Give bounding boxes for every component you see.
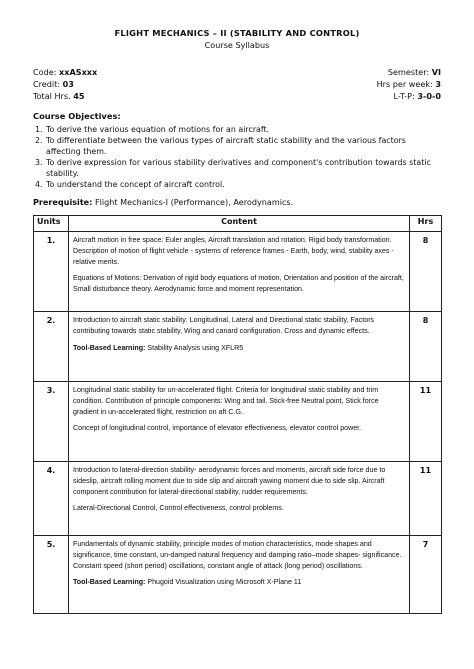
- objective-item: 1. To derive the various equation of motions for an aircraft.: [35, 125, 270, 134]
- objective-item: 4. To understand the concept of aircraft control.: [35, 180, 225, 189]
- ltp-value: 3-0-0: [417, 91, 441, 101]
- table-row: [34, 232, 442, 312]
- prerequisite-text: Flight Mechanics-I (Performance), Aerodynamics.: [95, 197, 294, 207]
- unit-hours: 8: [410, 232, 442, 312]
- unit-number: 4.: [34, 462, 69, 536]
- semester-value: VI: [431, 67, 441, 77]
- table-row: [34, 536, 442, 614]
- unit-number: 1.: [34, 232, 69, 312]
- unit-content: Introduction to lateral-direction stability- aerodynamic forces and moments, aircraft side force due to sideslip, aircraft rolling moment due to side slip and aircraft yawing moment due to side slip. Aircraft component contribution for lateral-directional stability, rudder requirements. Lateral-Directional Control, Control effectiveness, control problems.: [69, 462, 410, 536]
- credit-label: Credit:: [33, 79, 61, 89]
- table-row: [34, 312, 442, 382]
- prerequisite: [33, 197, 293, 207]
- unit-number: 5.: [34, 536, 69, 614]
- objectives-list: [33, 124, 443, 190]
- unit-hours: 7: [410, 536, 442, 614]
- unit-content: Aircraft motion in free space: Euler angles, Aircraft translation and rotation. Rigid body transformation. Description of motion of flight vehicle - systems of reference frames - Earth, body, wind, stability axes -relative merits. Equations of Motions: Derivation of rigid body equations of motion, Orientation and position of the aircraft, Small disturbance theory. Aerodynamic force and moment representation.: [69, 232, 410, 312]
- unit-content: Fundamentals of dynamic stability, principle modes of motion characteristics, mode shapes and significance, time constant, un-damped natural frequency and damping ratio–mode shapes- significance. Constant speed (short period) oscillations, constant angle of attack (long period) oscillations. Tool-Based Learning: Phugoid Visualization using Microsoft X-Plane 11: [69, 536, 410, 614]
- hrs-per-week-value: 3: [435, 79, 441, 89]
- credit-value: 03: [62, 79, 74, 89]
- meta-row-code: [33, 67, 441, 79]
- objectives-heading: Course Objectives:: [33, 111, 121, 121]
- syllabus-table: [33, 215, 442, 614]
- ltp-label: L-T-P:: [393, 91, 415, 101]
- table-row: [34, 462, 442, 536]
- unit-content: Introduction to aircraft static stability: Longitudinal, Lateral and Directional static stability, Factors contributing towards static stability, Wing and canard configuration. Cross and dynamic effects. Tool-Based Learning: Stability Analysis using XFLR5: [69, 312, 410, 382]
- hrs-per-week-label: Hrs per week:: [376, 79, 433, 89]
- unit-content: Longitudinal static stability for un-accelerated flight. Criteria for longitudinal static stability and trim condition. Contribution of principle components: Wing and tail. Stick-free Neutral point, Stick force gradient in un-accelerated flight, restriction on aft C.G. Concept of longitudinal control, importance of elevator effectiveness, elevator control power.: [69, 382, 410, 462]
- content-header: Content: [69, 216, 410, 232]
- total-hrs-value: 45: [73, 91, 85, 101]
- unit-hours: 8: [410, 312, 442, 382]
- table-row: [34, 382, 442, 462]
- total-hrs-label: Total Hrs.: [33, 91, 71, 101]
- code-label: Code:: [33, 67, 57, 77]
- unit-hours: 11: [410, 382, 442, 462]
- meta-row-credit: [33, 79, 441, 91]
- table-header-row: [34, 216, 442, 232]
- units-header: Units: [34, 216, 69, 232]
- unit-number: 3.: [34, 382, 69, 462]
- page-subtitle: Course Syllabus: [204, 40, 270, 50]
- semester-label: Semester:: [387, 67, 430, 77]
- objective-item: 2. To differentiate between the various types of aircraft static stability and the various factors affecting them.: [35, 136, 406, 156]
- objective-item: 3. To derive expression for various stability derivatives and component's contribution towards static stability.: [35, 158, 431, 178]
- meta-row-total: [33, 91, 441, 103]
- page-title: FLIGHT MECHANICS – II (STABILITY AND CONTROL): [114, 28, 360, 38]
- code-value: xxASxxx: [59, 67, 98, 77]
- hrs-header: Hrs: [410, 216, 442, 232]
- unit-hours: 11: [410, 462, 442, 536]
- unit-number: 2.: [34, 312, 69, 382]
- prerequisite-label: Prerequisite:: [33, 197, 93, 207]
